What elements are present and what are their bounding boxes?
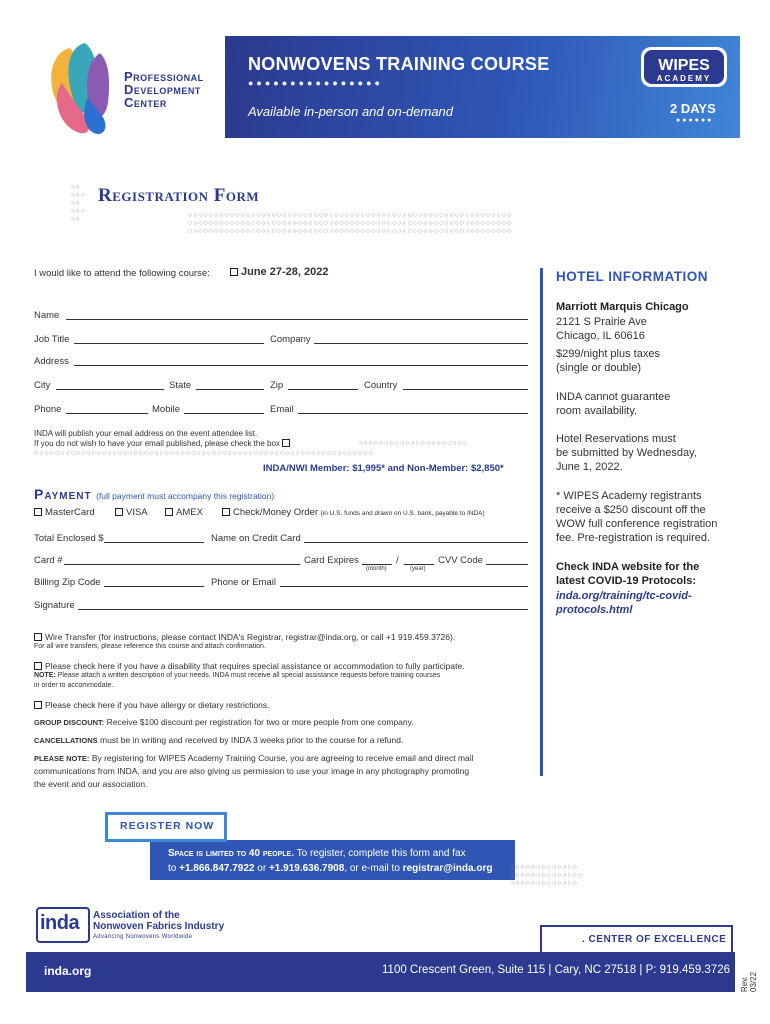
billing-zip-label: Billing Zip Code xyxy=(34,577,101,588)
please-note-3: the event and our association. xyxy=(34,779,148,789)
name-label: Name xyxy=(34,310,60,321)
wire-transfer-checkbox[interactable] xyxy=(34,633,42,641)
name-on-card-field[interactable] xyxy=(304,542,528,543)
hotel-city: Chicago, IL 60616 xyxy=(556,330,645,342)
mobile-field[interactable] xyxy=(184,413,264,414)
mobile-label: Mobile xyxy=(152,404,180,415)
unpublish-email-checkbox[interactable] xyxy=(282,439,290,447)
disability-note: NOTE: Please attach a written description of your needs. INDA must receive all special assistance requests before training courses xyxy=(34,672,441,679)
form-title: Registration Form xyxy=(98,185,260,206)
wipes-discount-3: WOW full conference registration xyxy=(556,518,718,530)
decor-dots-row: ○○○○○○○○○○○○○○○○○○○○○○○○○○○○○○○○○○○○○○○○○○○○○○○○○○○○○○○○○○○○○○○○○ xyxy=(34,450,374,457)
expiry-year-field[interactable] xyxy=(404,564,434,565)
wipes-discount-2: receive a $250 discount off the xyxy=(556,504,706,516)
year-hint: (year) xyxy=(410,566,426,572)
month-hint: (month) xyxy=(366,566,387,572)
wire-transfer-option[interactable]: Wire Transfer (for instructions, please contact INDA's Registrar, registrar@inda.org, or call +1 919.459.3726). xyxy=(34,631,455,643)
attend-label: I would like to attend the following course: xyxy=(34,268,210,279)
title-dots: ●●●●●●●●●●●●●●●● xyxy=(248,78,383,88)
city-field[interactable] xyxy=(56,389,164,390)
address-label: Address xyxy=(34,356,69,367)
fax-1: +1.866.847.7922 xyxy=(179,863,255,874)
decor-dots-register: ○○○○○○○○○○○○○ ○○○○○○○○○○○○○○ ○○○○○○○○○○○○○ xyxy=(510,864,584,887)
hotel-divider xyxy=(540,268,543,776)
country-label: Country xyxy=(364,380,398,391)
address-field[interactable] xyxy=(74,365,528,366)
footer-address: 1100 Crescent Green, Suite 115 | Cary, NC 27518 | P: 919.459.3726 xyxy=(382,964,730,976)
company-label: Company xyxy=(270,334,311,345)
please-note-2: communications from INDA, and you are also giving us permission to use your image in any photography promoting xyxy=(34,766,470,776)
wipes-discount-1: * WIPES Academy registrants xyxy=(556,490,702,502)
publish-note-2: If you do not wish to have your email published, please check the box xyxy=(34,439,293,448)
job-title-field[interactable] xyxy=(74,343,264,344)
card-number-field[interactable] xyxy=(64,564,300,565)
total-enclosed-field[interactable] xyxy=(104,542,204,543)
payment-heading xyxy=(34,486,274,504)
hotel-reserve-3: June 1, 2022. xyxy=(556,461,623,473)
badge-bottom-text: ACADEMY xyxy=(656,74,712,83)
city-label: City xyxy=(34,380,51,391)
hotel-reserve-2: be submitted by Wednesday, xyxy=(556,447,697,459)
disability-checkbox[interactable] xyxy=(34,662,42,670)
phone-or-email-field[interactable] xyxy=(280,586,528,587)
hotel-reserve-1: Hotel Reservations must xyxy=(556,433,676,445)
pay-option-mastercard[interactable]: MasterCard xyxy=(34,507,95,518)
wipes-discount-4: fee. Pre-registration is required. xyxy=(556,532,711,544)
billing-zip-field[interactable] xyxy=(104,586,204,587)
pay-option-visa[interactable]: VISA xyxy=(115,507,148,518)
inda-logo-text: inda xyxy=(40,912,80,934)
phone-or-email-label: Phone or Email xyxy=(211,577,276,588)
registrar-email-link[interactable]: registrar@inda.org xyxy=(402,863,493,874)
state-field[interactable] xyxy=(196,389,264,390)
zip-field[interactable] xyxy=(288,389,358,390)
email-label: Email xyxy=(270,404,294,415)
inda-tagline: Advancing Nonwovens Worldwide xyxy=(93,934,193,940)
cvv-field[interactable] xyxy=(486,564,528,565)
hotel-rate: $299/night plus taxes xyxy=(556,348,660,360)
inda-association-name: Association of the Nonwoven Fabrics Industry xyxy=(93,910,225,932)
check-checkbox[interactable] xyxy=(222,508,230,516)
wipes-academy-badge xyxy=(640,46,728,88)
disability-note-2: in order to accommodate. xyxy=(34,682,114,689)
hotel-guarantee-2: room availability. xyxy=(556,405,638,417)
covid-link-2[interactable]: protocols.html xyxy=(556,604,633,616)
decor-dots-small: ○○○○○○○○○○○○○○○○○○○○○ xyxy=(358,440,468,447)
signature-field[interactable] xyxy=(78,609,528,610)
attend-option[interactable] xyxy=(230,266,328,278)
course-title: NONWOVENS TRAINING COURSE xyxy=(248,54,550,74)
card-number-label: Card # xyxy=(34,555,63,566)
pdc-org-name: Professional Development Center xyxy=(124,69,204,110)
covid-note-1: Check INDA website for the xyxy=(556,561,700,573)
attend-checkbox[interactable] xyxy=(230,268,238,276)
register-now-label: REGISTER NOW xyxy=(120,820,215,832)
state-label: State xyxy=(169,380,192,391)
expiry-slash: / xyxy=(396,555,399,566)
zip-label: Zip xyxy=(270,380,284,391)
hotel-name: Marriott Marquis Chicago xyxy=(556,301,689,313)
decor-dot-grid: ○○ ○○○ ○○ ○○○ ○○ xyxy=(70,184,86,223)
visa-checkbox[interactable] xyxy=(115,508,123,516)
signature-label: Signature xyxy=(34,600,75,611)
cvv-label: CVV Code xyxy=(438,555,483,566)
allergy-checkbox[interactable] xyxy=(34,701,42,709)
pricing-text: INDA/NWI Member: $1,995* and Non-Member: $2,850* xyxy=(263,463,504,474)
course-subtitle: Available in-person and on-demand xyxy=(248,104,454,119)
total-enclosed-label: Total Enclosed $ xyxy=(34,533,104,544)
fax-2: +1.919.636.7908 xyxy=(268,863,345,874)
please-note: PLEASE NOTE: By registering for WIPES Academy Training Course, you are agreeing to receive email and direct mail xyxy=(34,753,474,763)
register-instructions: Space is limited to 40 people. To register, complete this form and fax to +1.866.847.7922 or +1.919.636.7908, or e-mail to registrar@inda.org xyxy=(168,848,493,874)
company-field[interactable] xyxy=(314,343,528,344)
pay-option-amex[interactable]: AMEX xyxy=(165,507,203,518)
phone-label: Phone xyxy=(34,404,62,415)
center-of-excellence: . CENTER OF EXCELLENCE xyxy=(582,934,727,945)
cancellations: CANCELLATIONS must be in writing and received by INDA 3 weeks prior to the course for a refund. xyxy=(34,735,404,745)
card-expires-label: Card Expires xyxy=(304,555,359,566)
badge-top-text: WIPES xyxy=(658,57,710,74)
name-field[interactable] xyxy=(66,319,528,320)
mastercard-checkbox[interactable] xyxy=(34,508,42,516)
job-title-label: Job Title xyxy=(34,334,70,345)
publish-note-1: INDA will publish your email address on the event attendee list. xyxy=(34,429,258,438)
name-on-card-label: Name on Credit Card xyxy=(211,533,301,544)
covid-link-1[interactable]: inda.org/training/tc-covid- xyxy=(556,590,692,602)
footer-website-link[interactable]: inda.org xyxy=(44,964,92,978)
group-discount: GROUP DISCOUNT: Receive $100 discount per registration for two or more people from one company. xyxy=(34,717,414,727)
attend-date: June 27-28, 2022 xyxy=(241,266,329,278)
hotel-title: HOTEL INFORMATION xyxy=(556,269,708,284)
pdc-logo-icon xyxy=(40,38,115,138)
email-field[interactable] xyxy=(298,413,528,414)
phone-field[interactable] xyxy=(66,413,148,414)
hotel-guarantee-1: INDA cannot guarantee xyxy=(556,391,671,403)
wire-transfer-note: For all wire transfers, please reference this course and attach confirmation. xyxy=(34,643,266,650)
course-duration: 2 DAYS xyxy=(670,101,716,116)
amex-checkbox[interactable] xyxy=(165,508,173,516)
pay-option-check[interactable]: Check/Money Order (in U.S. funds and drawn on U.S. bank, payable to INDA) xyxy=(222,507,485,518)
country-field[interactable] xyxy=(403,389,528,390)
hotel-street: 2121 S Prairie Ave xyxy=(556,316,647,328)
duration-dots: ●●●●●● xyxy=(676,117,714,124)
allergy-option[interactable]: Please check here if you have allergy or dietary restrictions. xyxy=(34,699,269,711)
decor-dot-rows: ○○○○○○○○○○○○○○○○○○○○○○○○○○○○○○○○○○○○○○○○○○○○○○○○○○○○○○○○○○○○○○ ○○○○○○○○○○○○○○○○○○○○○○○○○○○○○○○○○○○○○○○○○○○○○○○○○○○○○○○○○○○○○○ ○○○○○○○○○○○○○○○○○○○○○○○○○○○○○○○○○○○○○○○○○○○○○○○○○○○○○○○○○○○○○○ xyxy=(188,212,513,235)
hotel-rate-note: (single or double) xyxy=(556,362,641,374)
payment-title: Payment xyxy=(34,486,92,502)
covid-note-2: latest COVID-19 Protocols: xyxy=(556,575,696,587)
payment-subtitle: (full payment must accompany this registration) xyxy=(96,491,275,501)
disability-option[interactable]: Please check here if you have a disability that requires special assistance or accommodation to fully participate. xyxy=(34,660,465,672)
expiry-month-field[interactable] xyxy=(362,564,392,565)
revision-date: Rev. 03/22 xyxy=(740,971,758,992)
